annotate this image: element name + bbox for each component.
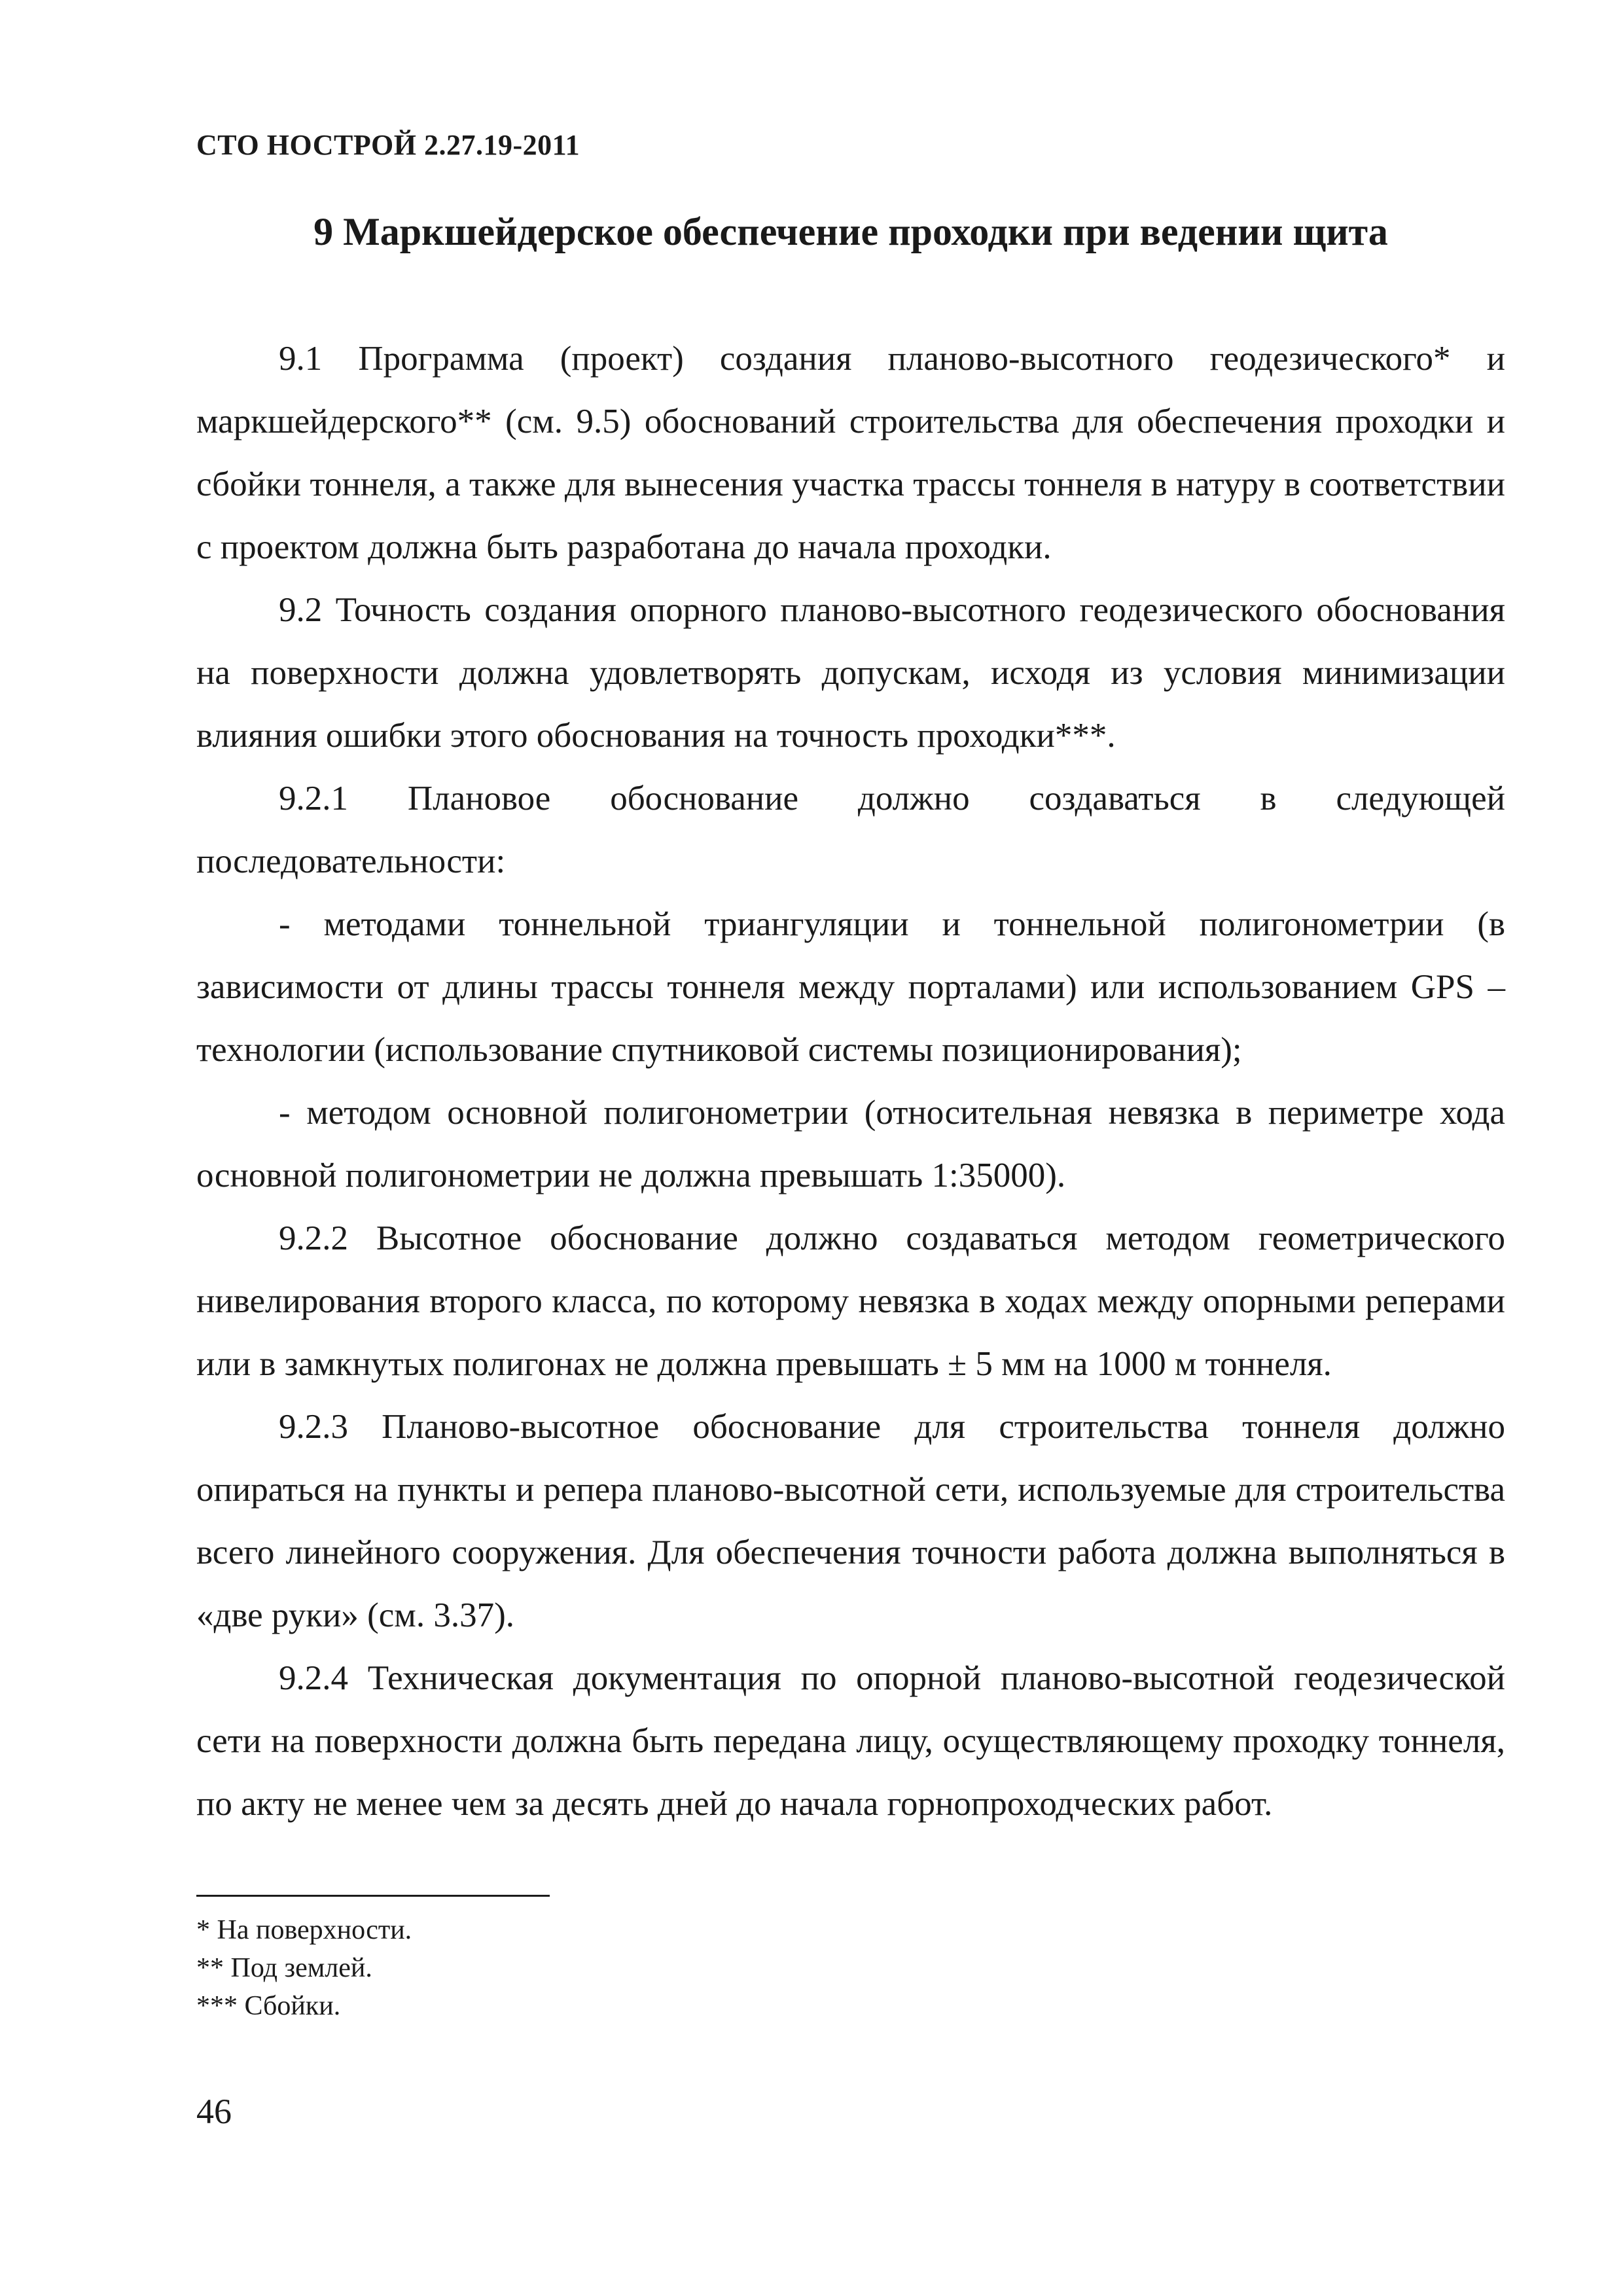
body-text <box>196 327 1505 1835</box>
document-page <box>196 0 1505 2296</box>
footnote-1: * На поверхности. <box>196 1915 412 1945</box>
paragraph-9-2: 9.2 Точность создания опорного планово-высотного геодезического обоснования на поверхности должна удовлетворять допускам, исходя из условия минимизации влияния ошибки этого обоснования на точность проходки***. <box>196 591 1505 755</box>
paragraph-9-2-4: 9.2.4 Техническая документация по опорной планово-высотной геодезической сети на поверхности должна быть передана лицу, осуществляющему проходку тоннеля, по акту не менее чем за десять дней до начала горнопроходческих работ. <box>196 1659 1505 1823</box>
footnote-divider <box>196 1895 550 1897</box>
list-item-polygonometry: - методом основной полигонометрии (относительная невязка в периметре хода основной полигонометрии не должна превышать 1:35000). <box>196 1094 1505 1194</box>
section-title: 9 Маркшейдерское обеспечение проходки при ведении щита <box>313 210 1388 253</box>
paragraph-9-2-1: 9.2.1 Плановое обоснование должно создаваться в следующей последовательности: <box>196 780 1505 880</box>
footnotes <box>196 1911 412 2025</box>
paragraph-9-2-2: 9.2.2 Высотное обоснование должно создаваться методом геометрического нивелирования второго класса, по которому невязка в ходах между опорными реперами или в замкнутых полигонах не должна превышать ± 5 мм на 1000 м тоннеля. <box>196 1219 1505 1383</box>
list-item-triangulation: - методами тоннельной триангуляции и тоннельной полигонометрии (в зависимости от длины трассы тоннеля между порталами) или использованием GPS – технологии (использование спутниковой системы позиционирования); <box>196 905 1505 1069</box>
document-code-header: СТО НОСТРОЙ 2.27.19-2011 <box>196 129 580 161</box>
footnote-3: *** Сбойки. <box>196 1991 341 2021</box>
paragraph-9-1: 9.1 Программа (проект) создания планово-высотного геодезического* и маркшейдерского** (см. 9.5) обоснований строительства для обеспечения проходки и сбойки тоннеля, а также для вынесения участка трассы тоннеля в натуру в соответствии с проектом должна быть разработана до начала проходки. <box>196 340 1505 566</box>
footnote-2: ** Под землей. <box>196 1953 372 1983</box>
paragraph-9-2-3: 9.2.3 Планово-высотное обоснование для строительства тоннеля должно опираться на пункты и репера планово-высотной сети, используемые для строительства всего линейного сооружения. Для обеспечения точности работа должна выполняться в «две руки» (см. 3.37). <box>196 1408 1505 1634</box>
page-number: 46 <box>196 2092 232 2131</box>
